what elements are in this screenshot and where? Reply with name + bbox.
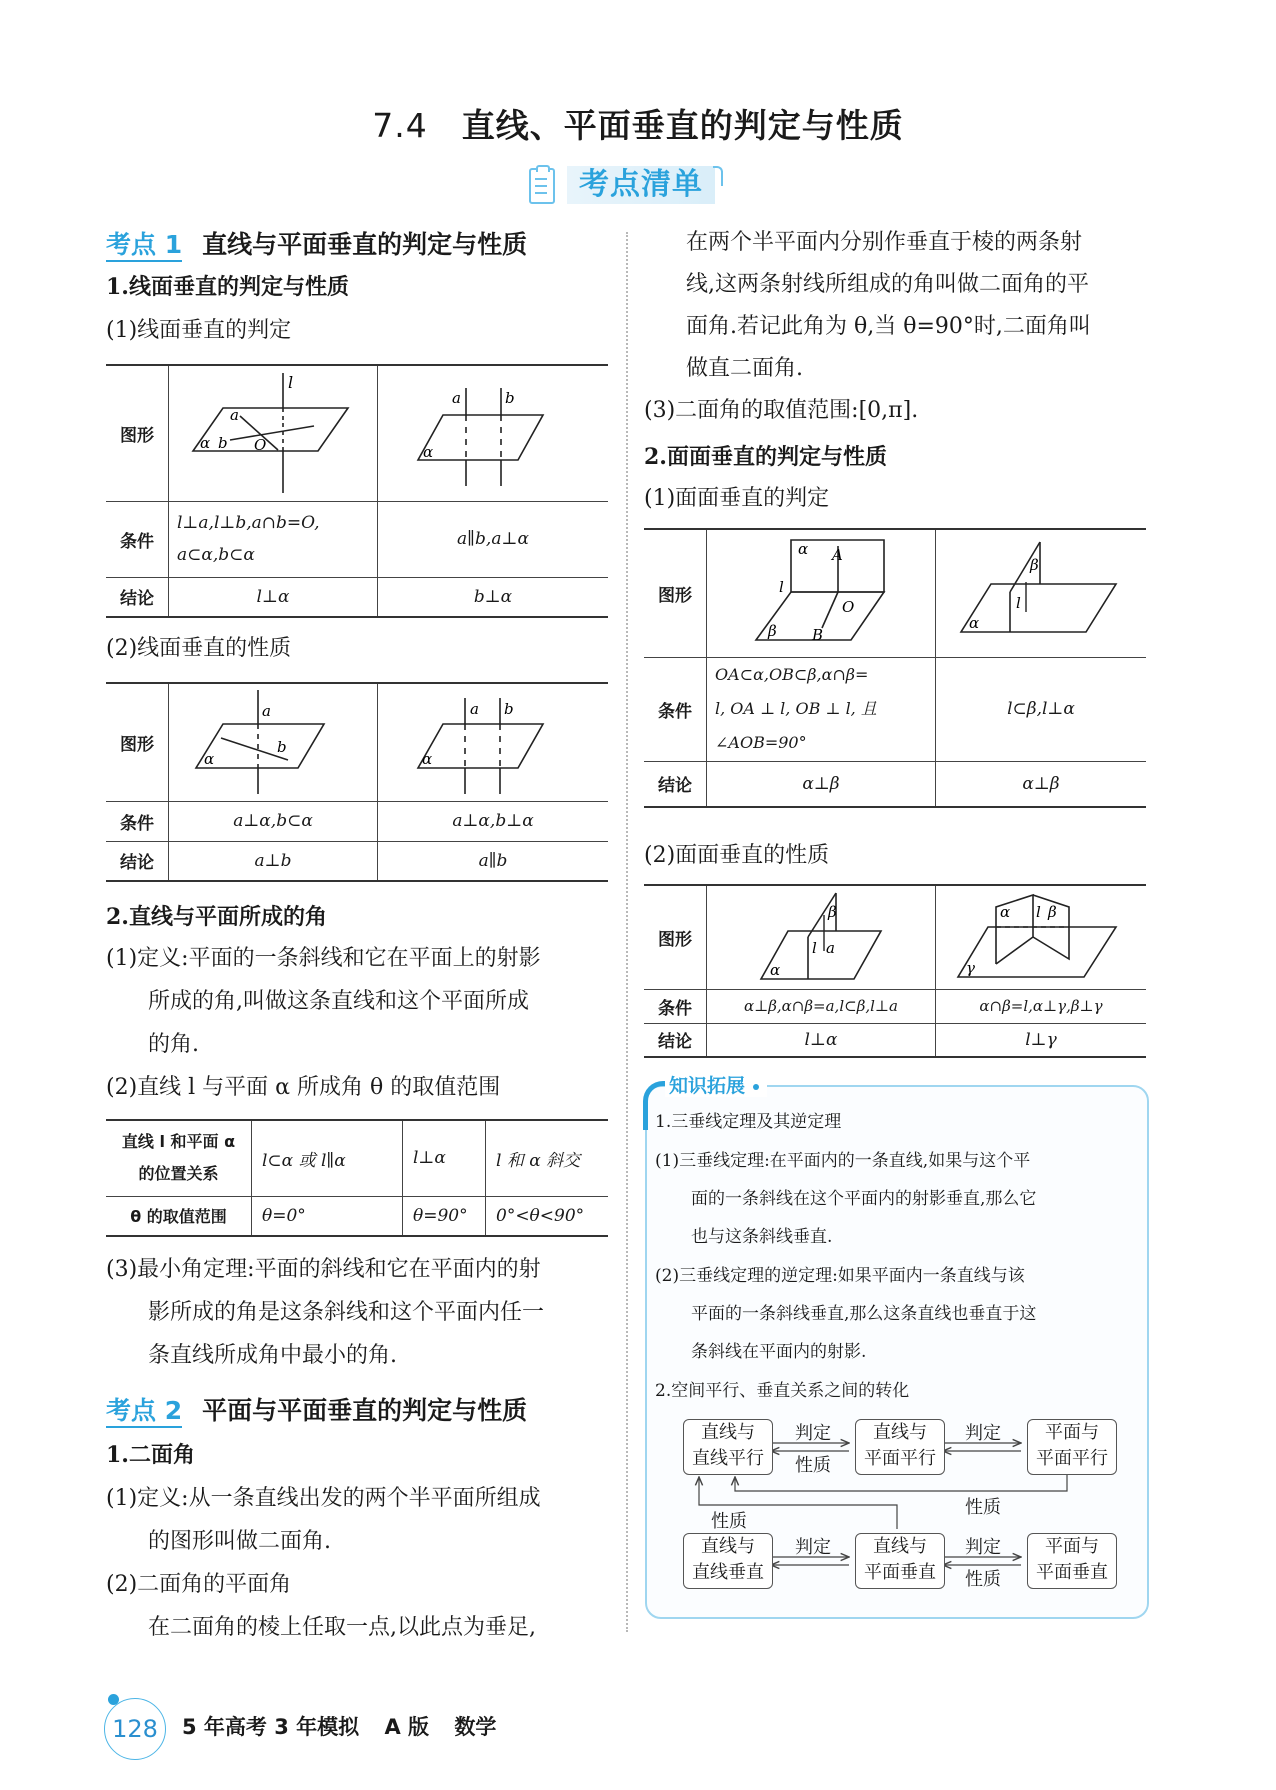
- column-divider: [626, 232, 628, 1632]
- box-item-title: 1.三垂线定理及其逆定理: [655, 1112, 842, 1132]
- row-label: 结论: [644, 761, 707, 807]
- flow-box-line-plane-parallel: [855, 1419, 945, 1475]
- definition-line: (1)定义:平面的一条斜线和它在平面上的射影: [106, 946, 541, 971]
- definition-line: 的图形叫做二面角.: [148, 1529, 331, 1554]
- conclusion-cell: a∥b: [378, 841, 609, 881]
- condition-cell: [169, 501, 378, 577]
- condition-cell: l⊂β,l⊥α: [936, 657, 1147, 761]
- flow-label-property: 性质: [965, 1497, 1001, 1518]
- flow-label-judge: 判定: [965, 1423, 1001, 1444]
- flow-box-text: 平面垂直: [1036, 1562, 1108, 1583]
- section-title: 直线、平面垂直的判定与性质: [461, 106, 904, 145]
- figure-cell: [936, 885, 1147, 989]
- figure-cell: [169, 365, 378, 501]
- row-label: 图形: [644, 529, 707, 657]
- svg-text:γ: γ: [966, 959, 975, 978]
- figure-perp-planes: [956, 532, 1126, 654]
- box-text-line: 面的一条斜线在这个平面内的射影垂直,那么它: [691, 1189, 1037, 1209]
- condition-cell: α∩β=l,α⊥γ,β⊥γ: [936, 989, 1147, 1023]
- svg-text:l: l: [1036, 903, 1041, 922]
- definition-line: (1)定义:从一条直线出发的两个半平面所组成: [106, 1486, 541, 1511]
- figure-line-perp-plane-property: [188, 686, 358, 798]
- subheading: (1)线面垂直的判定: [106, 318, 292, 343]
- subject: 数学: [454, 1715, 497, 1739]
- condition-cell: a⊥α,b⊥α: [378, 801, 609, 841]
- kaodian-qingdan-badge: [525, 166, 725, 206]
- range-header: θ 的取值范围: [106, 1196, 252, 1236]
- svg-text:l: l: [812, 939, 817, 958]
- range-text: (3)二面角的取值范围:[0,π].: [644, 398, 919, 423]
- flow-label-property: 性质: [965, 1569, 1001, 1590]
- section-heading: 2.面面垂直的判定与性质: [644, 444, 887, 470]
- knowledge-extension-box: [645, 1075, 1149, 1619]
- box-text-line: (2)三垂线定理的逆定理:如果平面内一条直线与该: [655, 1266, 1025, 1286]
- figure-cell: [936, 529, 1147, 657]
- page-number-dot: [108, 1694, 119, 1705]
- row-label: 图形: [106, 365, 169, 501]
- svg-text:α: α: [200, 434, 211, 453]
- condition-cell: a⊥α,b⊂α: [169, 801, 378, 841]
- conclusion-cell: α⊥β: [936, 761, 1147, 807]
- svg-text:β: β: [768, 622, 777, 641]
- flow-label-judge: 判定: [795, 1537, 831, 1558]
- box-header: 知识拓展: [665, 1075, 767, 1097]
- flow-label-judge: 判定: [795, 1423, 831, 1444]
- svg-text:O: O: [254, 436, 267, 455]
- definition-line: 的角.: [148, 1032, 199, 1057]
- subheading: (2)面面垂直的性质: [644, 843, 830, 868]
- angle-range-table: [106, 1119, 608, 1237]
- row-label: 条件: [644, 989, 707, 1023]
- svg-text:l: l: [288, 373, 294, 393]
- box-item-title: 2.空间平行、垂直关系之间的转化: [655, 1381, 910, 1401]
- box-text-line: 也与这条斜线垂直.: [691, 1227, 833, 1247]
- kaodian1-title: 直线与平面垂直的判定与性质: [202, 230, 528, 259]
- svg-text:α: α: [969, 614, 980, 633]
- subheading: (2)直线 l 与平面 α 所成角 θ 的取值范围: [106, 1075, 501, 1100]
- condition-text: OA⊂α,OB⊂β,α∩β=: [715, 665, 869, 684]
- svg-text:l: l: [779, 578, 784, 597]
- plane-angle-line: 线,这两条射线所组成的角叫做二面角的平: [686, 272, 1089, 297]
- figure-dihedral-angle: [726, 532, 916, 654]
- book-title: 5 年高考 3 年模拟: [182, 1715, 360, 1739]
- figure-two-planes-perp-third: [956, 887, 1126, 987]
- section-heading: 1.二面角: [106, 1442, 195, 1468]
- row-label: 图形: [644, 885, 707, 989]
- theorem-line: (3)最小角定理:平面的斜线和它在平面内的射: [106, 1257, 541, 1282]
- range-cell: 0°<θ<90°: [486, 1196, 609, 1236]
- page-number: 128: [104, 1698, 166, 1760]
- svg-text:α: α: [1000, 903, 1011, 922]
- plane-angle-line: 在二面角的棱上任取一点,以此点为垂足,: [148, 1615, 536, 1640]
- flow-box-line-plane-perp: [855, 1533, 945, 1589]
- theorem-line: 条直线所成角中最小的角.: [148, 1343, 397, 1368]
- svg-text:α: α: [422, 750, 433, 769]
- svg-text:l: l: [1016, 594, 1021, 613]
- svg-text:β: β: [1030, 556, 1039, 575]
- kaodian1-tag: 考点 1: [106, 230, 182, 262]
- svg-text:B: B: [812, 626, 824, 645]
- figure-cell: [707, 529, 936, 657]
- box-text-line: 条斜线在平面内的射影.: [691, 1342, 867, 1362]
- figure-parallel-lines-property: [408, 686, 578, 798]
- position-cell: l⊂α 或 l∥α: [252, 1120, 403, 1196]
- page-title: [0, 100, 1276, 147]
- kaodian2-heading: [106, 1394, 527, 1428]
- subheading: (1)面面垂直的判定: [644, 486, 830, 511]
- svg-text:a: a: [826, 939, 835, 958]
- figure-cell: [378, 365, 609, 501]
- svg-text:α: α: [204, 750, 215, 769]
- svg-text:b: b: [504, 700, 514, 719]
- bracket-decoration: [713, 166, 723, 186]
- flow-label-property: 性质: [711, 1511, 747, 1532]
- conclusion-cell: a⊥b: [169, 841, 378, 881]
- condition-text: a⊂α,b⊂α: [177, 545, 255, 565]
- figure-perp-planes-property: [726, 887, 916, 987]
- position-header: [106, 1120, 252, 1196]
- conclusion-cell: l⊥α: [169, 577, 378, 617]
- flow-box-text: 平面垂直: [864, 1562, 936, 1583]
- range-cell: θ=0°: [252, 1196, 403, 1236]
- line-plane-property-table: [106, 682, 608, 882]
- range-cell: θ=90°: [403, 1196, 486, 1236]
- svg-text:α: α: [423, 443, 434, 462]
- line-plane-judge-table: [106, 364, 608, 618]
- box-text-line: 平面的一条斜线垂直,那么这条直线也垂直于这: [691, 1304, 1037, 1324]
- svg-text:α: α: [798, 540, 809, 559]
- svg-text:β: β: [828, 903, 837, 922]
- header-text: 直线 l 和平面 α: [121, 1132, 236, 1152]
- svg-text:α: α: [770, 961, 781, 980]
- row-label: 结论: [644, 1023, 707, 1057]
- svg-text:b: b: [505, 389, 515, 408]
- flow-box-line-line-perp: [683, 1533, 773, 1589]
- conclusion-cell: l⊥α: [707, 1023, 936, 1057]
- flow-box-plane-plane-parallel: [1027, 1419, 1117, 1475]
- svg-text:a: a: [262, 702, 271, 721]
- condition-cell: a∥b,a⊥α: [378, 501, 609, 577]
- flow-box-text: 直线与: [873, 1422, 927, 1443]
- condition-text: ∠AOB=90°: [715, 733, 807, 752]
- position-cell: l⊥α: [403, 1120, 486, 1196]
- section-heading: 1.线面垂直的判定与性质: [106, 274, 349, 300]
- row-label: 条件: [644, 657, 707, 761]
- conclusion-cell: l⊥γ: [936, 1023, 1147, 1057]
- definition-line: 所成的角,叫做这条直线和这个平面所成: [148, 989, 529, 1014]
- position-cell: l 和 α 斜交: [486, 1120, 609, 1196]
- row-label: 条件: [106, 801, 169, 841]
- footer-book-info: [182, 1711, 514, 1741]
- flow-label-property: 性质: [795, 1455, 831, 1476]
- svg-text:a: a: [452, 389, 461, 408]
- svg-text:a: a: [230, 406, 239, 425]
- row-label: 结论: [106, 577, 169, 617]
- flow-box-line-line-parallel: [683, 1419, 773, 1475]
- kaodian2-title: 平面与平面垂直的判定与性质: [202, 1396, 528, 1425]
- condition-cell: [707, 657, 936, 761]
- figure-parallel-lines-plane: [408, 368, 578, 498]
- svg-text:b: b: [277, 738, 287, 757]
- section-heading: 2.直线与平面所成的角: [106, 904, 327, 930]
- subheading: (2)线面垂直的性质: [106, 636, 292, 661]
- svg-text:A: A: [832, 546, 843, 565]
- svg-text:β: β: [1048, 903, 1057, 922]
- theorem-line: 影所成的角是这条斜线和这个平面内任一: [148, 1300, 545, 1325]
- plane-angle-line: 做直二面角.: [686, 356, 803, 381]
- flow-box-text: 直线与: [873, 1536, 927, 1557]
- condition-cell: α⊥β,α∩β=a,l⊂β,l⊥a: [707, 989, 936, 1023]
- figure-cell: [378, 683, 609, 801]
- plane-plane-property-table: [644, 884, 1146, 1058]
- figure-cell: [707, 885, 936, 989]
- flow-box-text: 平面平行: [864, 1448, 936, 1469]
- flow-label-judge: 判定: [965, 1537, 1001, 1558]
- badge-label: 考点清单: [567, 166, 715, 204]
- flow-box-text: 平面平行: [1036, 1448, 1108, 1469]
- svg-text:b: b: [218, 434, 228, 453]
- section-number: 7.4: [372, 106, 428, 145]
- plane-plane-judge-table: [644, 528, 1146, 808]
- condition-text: l⊥a,l⊥b,a∩b=O,: [177, 513, 320, 533]
- flow-box-text: 直线与: [701, 1536, 755, 1557]
- row-label: 结论: [106, 841, 169, 881]
- figure-cell: [169, 683, 378, 801]
- condition-text: l, OA ⊥ l, OB ⊥ l, 且: [715, 699, 877, 718]
- kaodian1-heading: [106, 228, 527, 262]
- relation-flow-diagram: [647, 1417, 1147, 1607]
- conclusion-cell: b⊥α: [378, 577, 609, 617]
- flow-box-text: 直线平行: [692, 1448, 764, 1469]
- subheading: (2)二面角的平面角: [106, 1572, 292, 1597]
- header-text: 的位置关系: [138, 1164, 219, 1184]
- figure-line-perp-plane: [188, 368, 358, 498]
- row-label: 图形: [106, 683, 169, 801]
- flow-box-text: 直线与: [701, 1422, 755, 1443]
- plane-angle-line: 在两个半平面内分别作垂直于棱的两条射: [686, 230, 1083, 255]
- flow-box-text: 平面与: [1045, 1536, 1099, 1557]
- kaodian2-tag: 考点 2: [106, 1396, 182, 1428]
- flow-box-text: 平面与: [1045, 1422, 1099, 1443]
- plane-angle-line: 面角.若记此角为 θ,当 θ=90°时,二面角叫: [686, 314, 1091, 339]
- conclusion-cell: α⊥β: [707, 761, 936, 807]
- svg-text:O: O: [842, 598, 855, 617]
- edition: A 版: [384, 1715, 430, 1739]
- svg-text:a: a: [470, 700, 479, 719]
- clipboard-icon: [529, 168, 555, 204]
- flow-box-plane-plane-perp: [1027, 1533, 1117, 1589]
- flow-box-text: 直线垂直: [692, 1562, 764, 1583]
- box-text-line: (1)三垂线定理:在平面内的一条直线,如果与这个平: [655, 1151, 1031, 1171]
- row-label: 条件: [106, 501, 169, 577]
